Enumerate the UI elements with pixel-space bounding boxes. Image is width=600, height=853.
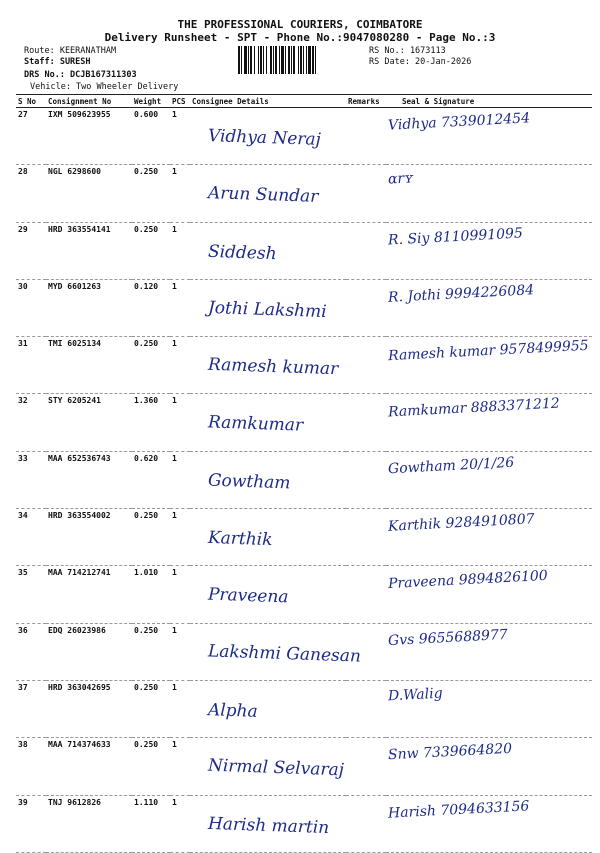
row-weight: 0.250: [132, 509, 170, 566]
row-seal-signature-cell: [386, 394, 592, 451]
seal-signature: Praveena 9894826100: [387, 568, 549, 593]
row-pcs: 1: [170, 738, 190, 795]
row-weight: 0.250: [132, 222, 170, 279]
barcode-bar: [270, 46, 272, 74]
barcode-bar: [303, 46, 304, 74]
barcode-bar: [244, 46, 247, 74]
rs-date: RS Date: 20-Jan-2026: [369, 57, 472, 67]
row-weight: 0.600: [132, 108, 170, 165]
table-row: [16, 451, 592, 508]
row-sno: 33: [16, 451, 46, 508]
row-consignee-cell: [190, 509, 346, 566]
row-seal-signature-cell: [386, 222, 592, 279]
row-remarks: [346, 738, 386, 795]
row-sno: 27: [16, 108, 46, 165]
vehicle-label: Vehicle: Two Wheeler Delivery: [30, 82, 179, 92]
row-seal-signature-cell: [386, 337, 592, 394]
row-weight: 0.120: [132, 279, 170, 336]
row-remarks: [346, 279, 386, 336]
row-consignment-no: HRD 363554141: [46, 222, 132, 279]
consignee-handwritten-name: Jothi Lakshmi: [207, 297, 327, 322]
column-header-sno: S No: [16, 95, 46, 108]
row-consignee-cell: [190, 680, 346, 737]
consignee-handwritten-name: Siddesh: [207, 241, 277, 264]
row-weight: 1.360: [132, 394, 170, 451]
consignee-handwritten-name: Alpha: [207, 700, 259, 722]
barcode-bar: [238, 46, 240, 74]
row-remarks: [346, 566, 386, 623]
row-sno: 38: [16, 738, 46, 795]
row-consignment-no: MAA 652536743: [46, 451, 132, 508]
row-weight: 0.250: [132, 337, 170, 394]
barcode-bar: [308, 46, 311, 74]
row-seal-signature-cell: [386, 509, 592, 566]
table-row: [16, 337, 592, 394]
row-consignee-cell: [190, 394, 346, 451]
row-weight: 0.250: [132, 623, 170, 680]
column-header-remarks: Remarks: [346, 95, 386, 108]
row-remarks: [346, 165, 386, 222]
barcode-bar: [315, 46, 316, 74]
row-consignee-cell: [190, 222, 346, 279]
barcode-bar: [273, 46, 274, 74]
row-pcs: 1: [170, 165, 190, 222]
row-pcs: 1: [170, 509, 190, 566]
row-sno: 30: [16, 279, 46, 336]
barcode-bar: [279, 46, 280, 74]
row-seal-signature-cell: [386, 738, 592, 795]
table-row: [16, 108, 592, 165]
row-pcs: 1: [170, 394, 190, 451]
row-sno: 39: [16, 795, 46, 852]
seal-signature: Gowtham 20/1/26: [387, 454, 515, 478]
column-header-pcs: PCS: [170, 95, 190, 108]
row-seal-signature-cell: [386, 108, 592, 165]
company-title: THE PROFESSIONAL COURIERS, COIMBATORE: [177, 18, 423, 31]
seal-signature: R. Jothi 9994226084: [387, 282, 535, 306]
row-sno: 29: [16, 222, 46, 279]
row-pcs: 1: [170, 680, 190, 737]
barcode-bar: [300, 46, 302, 74]
table-row: [16, 222, 592, 279]
barcode-bar: [275, 46, 277, 74]
row-consignee-cell: [190, 279, 346, 336]
row-pcs: 1: [170, 451, 190, 508]
row-seal-signature-cell: [386, 623, 592, 680]
row-pcs: 1: [170, 337, 190, 394]
barcode-bar: [293, 46, 295, 74]
row-consignee-cell: [190, 337, 346, 394]
barcode-bar: [258, 46, 259, 74]
table-row: [16, 509, 592, 566]
seal-signature: Harish 7094633156: [387, 797, 530, 822]
consignee-handwritten-name: Karthik: [207, 527, 273, 551]
staff-label: Staff: SURESH: [24, 57, 91, 67]
row-consignment-no: MAA 714212741: [46, 566, 132, 623]
row-sno: 31: [16, 337, 46, 394]
consignee-handwritten-name: Arun Sundar: [207, 183, 319, 208]
table-row: [16, 394, 592, 451]
row-pcs: 1: [170, 566, 190, 623]
row-consignment-no: HRD 363042695: [46, 680, 132, 737]
barcode-bar: [281, 46, 284, 74]
row-seal-signature-cell: [386, 451, 592, 508]
barcode-bar: [312, 46, 314, 74]
row-remarks: [346, 222, 386, 279]
row-pcs: 1: [170, 222, 190, 279]
row-pcs: 1: [170, 108, 190, 165]
row-pcs: 1: [170, 623, 190, 680]
row-sno: 36: [16, 623, 46, 680]
seal-signature: Ramkumar 8883371212: [387, 395, 561, 421]
consignee-handwritten-name: Harish martin: [207, 813, 330, 838]
table-row: [16, 795, 592, 852]
row-seal-signature-cell: [386, 279, 592, 336]
column-header-consignment: Consignment No: [46, 95, 132, 108]
barcode: [238, 46, 364, 74]
barcode-bar: [260, 46, 262, 74]
row-consignment-no: EDQ 26023986: [46, 623, 132, 680]
route-label: Route: KEERANATHAM: [24, 46, 117, 56]
barcode-bar: [248, 46, 249, 74]
row-pcs: 1: [170, 795, 190, 852]
row-consignee-cell: [190, 738, 346, 795]
table-row: [16, 279, 592, 336]
row-consignee-cell: [190, 165, 346, 222]
row-consignment-no: TMI 6025134: [46, 337, 132, 394]
row-seal-signature-cell: [386, 566, 592, 623]
row-seal-signature-cell: [386, 795, 592, 852]
table-row: [16, 566, 592, 623]
barcode-bar: [266, 46, 267, 74]
row-consignment-no: MAA 714374633: [46, 738, 132, 795]
seal-signature: ɑrʏ: [387, 170, 414, 188]
seal-signature: Karthik 9284910807: [387, 511, 535, 535]
row-consignment-no: STY 6205241: [46, 394, 132, 451]
row-seal-signature-cell: [386, 165, 592, 222]
row-weight: 0.250: [132, 680, 170, 737]
row-sno: 37: [16, 680, 46, 737]
seal-signature: R. Siy 8110991095: [387, 225, 524, 249]
row-remarks: [346, 509, 386, 566]
column-header-seal: Seal & Signature: [386, 95, 592, 108]
row-weight: 0.620: [132, 451, 170, 508]
seal-signature: Snw 7339664820: [387, 741, 513, 764]
barcode-bar: [306, 46, 307, 74]
row-consignment-no: MYD 6601263: [46, 279, 132, 336]
consignee-handwritten-name: Praveena: [207, 584, 289, 608]
row-consignee-cell: [190, 566, 346, 623]
table-header-row: [16, 95, 592, 108]
row-consignee-cell: [190, 108, 346, 165]
row-remarks: [346, 623, 386, 680]
row-consignment-no: NGL 6298600: [46, 165, 132, 222]
runsheet-subtitle: Delivery Runsheet - SPT - Phone No.:9047080280 - Page No.:3: [104, 31, 496, 44]
row-weight: 1.110: [132, 795, 170, 852]
row-pcs: 1: [170, 279, 190, 336]
barcode-bar: [250, 46, 252, 74]
row-remarks: [346, 337, 386, 394]
table-row: [16, 165, 592, 222]
barcode-bar: [298, 46, 299, 74]
row-sno: 35: [16, 566, 46, 623]
row-weight: 0.250: [132, 738, 170, 795]
row-consignee-cell: [190, 795, 346, 852]
row-consignee-cell: [190, 623, 362, 680]
row-consignee-cell: [190, 451, 346, 508]
barcode-bar: [241, 46, 242, 74]
row-seal-signature-cell: [386, 680, 592, 737]
rs-number: RS No.: 1673113: [369, 46, 446, 56]
seal-signature: Gvs 9655688977: [387, 626, 509, 649]
row-consignment-no: HRD 363554002: [46, 509, 132, 566]
column-header-weight: Weight: [132, 95, 170, 108]
table-row: [16, 738, 592, 795]
row-remarks: [346, 394, 386, 451]
barcode-bar: [285, 46, 286, 74]
barcode-bar: [291, 46, 292, 74]
consignee-handwritten-name: Ramesh kumar: [207, 354, 339, 380]
row-consignment-no: IXM 509623955: [46, 108, 132, 165]
drs-number: DRS No.: DCJB167311303: [24, 70, 137, 80]
table-row: [16, 680, 592, 737]
row-consignment-no: TNJ 9612826: [46, 795, 132, 852]
consignee-handwritten-name: Lakshmi Ganesan: [207, 641, 362, 667]
table-row: [16, 623, 592, 680]
consignee-handwritten-name: Gowtham: [207, 470, 291, 494]
seal-signature: Ramesh kumar 9578499955: [387, 337, 590, 365]
barcode-bar: [288, 46, 290, 74]
consignee-handwritten-name: Vidhya Neraj: [207, 126, 322, 150]
row-sno: 34: [16, 509, 46, 566]
row-remarks: [346, 795, 386, 852]
consignee-handwritten-name: Ramkumar: [207, 412, 304, 437]
row-weight: 1.010: [132, 566, 170, 623]
column-header-consignee: Consignee Details: [190, 95, 346, 108]
row-sno: 32: [16, 394, 46, 451]
barcode-bar: [254, 46, 255, 74]
row-weight: 0.250: [132, 165, 170, 222]
row-sno: 28: [16, 165, 46, 222]
row-remarks: [346, 451, 386, 508]
seal-signature: D.Walig: [387, 685, 444, 705]
seal-signature: Vidhya 7339012454: [387, 110, 531, 134]
row-remarks: [346, 680, 386, 737]
consignee-handwritten-name: Nirmal Selvaraj: [207, 755, 345, 781]
row-remarks: [346, 108, 386, 165]
barcode-bar: [263, 46, 264, 74]
runsheet-table: [16, 94, 592, 853]
